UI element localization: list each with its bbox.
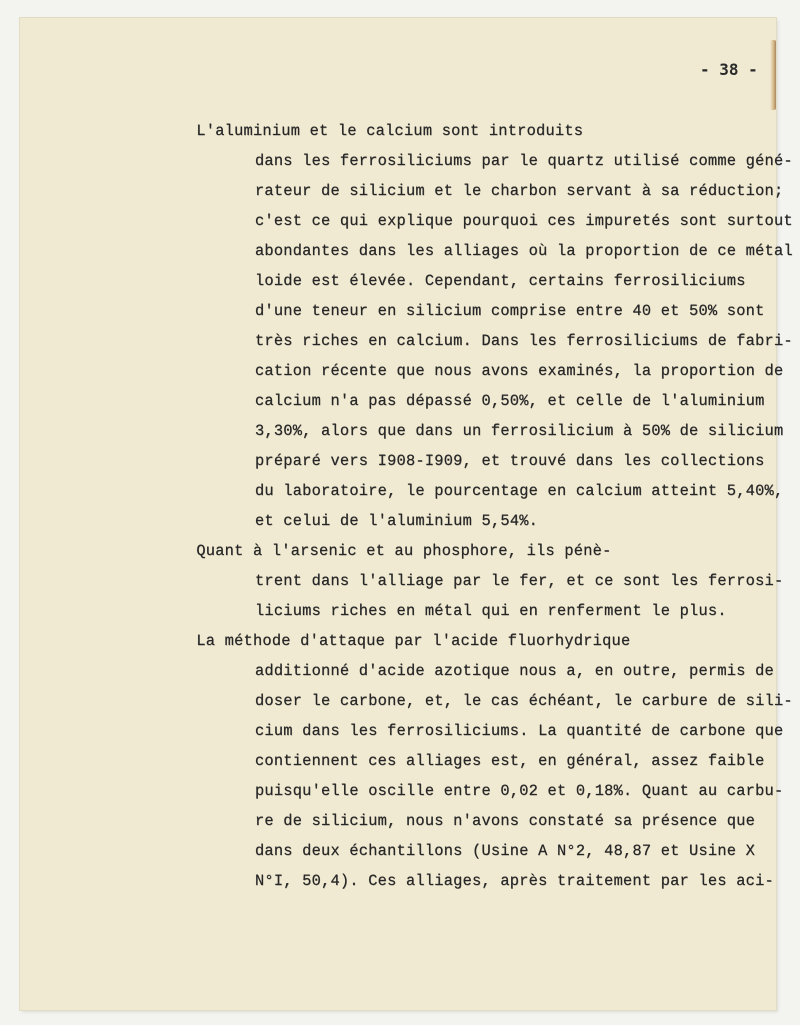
text-line: L'aluminium et le calcium sont introduits	[102, 122, 584, 140]
text-line: contiennent ces alliages est, en général, assez faible	[255, 752, 765, 770]
text-line: très riches en calcium. Dans les ferrosiliciums de fabri-	[255, 332, 793, 350]
text-line: La méthode d'attaque par l'acide fluorhydrique	[102, 632, 631, 650]
text-line: loide est élevée. Cependant, certains ferrosiliciums	[255, 272, 746, 290]
text-line: trent dans l'alliage par le fer, et ce sont les ferrosi-	[255, 572, 784, 590]
text-line: calcium n'a pas dépassé 0,50%, et celle de l'aluminium	[255, 392, 765, 410]
paper-edge-stain	[770, 40, 776, 110]
text-line: abondantes dans les alliages où la proportion de ce métal	[255, 242, 793, 260]
text-line: dans deux échantillons (Usine A N°2, 48,87 et Usine X	[255, 842, 756, 860]
text-line: puisqu'elle oscille entre 0,02 et 0,18%. Quant au carbu-	[255, 782, 784, 800]
text-line: rateur de silicium et le charbon servant à sa réduction;	[255, 182, 784, 200]
text-line: cation récente que nous avons examinés, la proportion de	[255, 362, 784, 380]
text-line: cium dans les ferrosiliciums. La quantité de carbone que	[255, 722, 784, 740]
text-line: N°I, 50,4). Ces alliages, après traitement par les aci-	[255, 872, 774, 890]
text-line: doser le carbone, et, le cas échéant, le carbure de sili-	[255, 692, 793, 710]
text-line: re de silicium, nous n'avons constaté sa présence que	[255, 812, 756, 830]
text-line: Quant à l'arsenic et au phosphore, ils pénè-	[102, 542, 612, 560]
page-number: - 38 -	[700, 60, 758, 79]
text-line: c'est ce qui explique pourquoi ces impuretés sont surtout	[255, 212, 793, 230]
text-line: du laboratoire, le pourcentage en calcium atteint 5,40%,	[255, 482, 784, 500]
text-line: d'une teneur en silicium comprise entre 40 et 50% sont	[255, 302, 765, 320]
text-line: 3,30%, alors que dans un ferrosilicium à 50% de silicium	[255, 422, 784, 440]
text-line: et celui de l'aluminium 5,54%.	[255, 512, 539, 530]
text-line: préparé vers I908-I909, et trouvé dans les collections	[255, 452, 765, 470]
text-line: additionné d'acide azotique nous a, en outre, permis de	[255, 662, 774, 680]
text-line: dans les ferrosiliciums par le quartz utilisé comme géné-	[255, 152, 793, 170]
text-line: liciums riches en métal qui en renferment le plus.	[255, 602, 727, 620]
